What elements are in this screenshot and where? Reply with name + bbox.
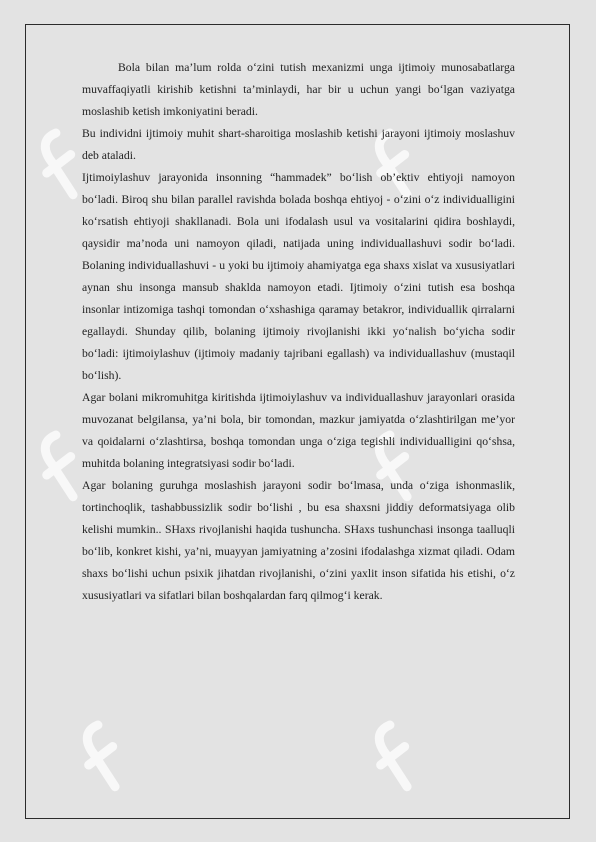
watermark-logo-icon (76, 715, 136, 795)
paragraph-4: Agar bolani mikromuhitga kiritishda ijtimoiylashuv va individuallashuv jarayonlari orasida muvozanat belgilansa, ya’ni bola, bir tomondan, mazkur jamiyatda o‘zlashtirilgan me’yor va qoidalarni o‘zlashtirsa, boshqa tomondan unga o‘ziga tegishli individualligini qo‘shsa, muhitda bolaning integratsiyasi sodir bo‘ladi. (82, 391, 515, 470)
paragraph-1: Bola bilan ma’lum rolda o‘zini tutish mexanizmi unga ijtimoiy munosabatlarga muvaffaqiyatli kirishib ketishni ta’minlaydi, har bir u uchun yangi bo‘lgan vaziyatga moslashib ketish imkoniyatini beradi. (82, 61, 515, 118)
page-frame (25, 24, 570, 819)
paragraph-5: Agar bolaning guruhga moslashish jarayoni sodir bo‘lmasa, unda o‘ziga ishonmaslik, tortinchoqlik, tashabbussizlik sodir bo‘lishi , bu esa shaxsni jiddiy deformatsiyaga olib kelishi mumkin.. SHaxs rivojlanishi haqida tushuncha. SHaxs tushunchasi insonga taalluqli bo‘lib, konkret kishi, ya’ni, muayyan jamiyatning a’zosini ifodalashga xizmat qiladi. Odam shaxs bo‘lishi uchun psixik jihatdan rivojlanishi, o‘zini yaxlit inson sifatida his etishi, o‘z xususiyatlari va sifatlari bilan boshqalardan farq qilmog‘i kerak. (82, 479, 515, 602)
paragraph-2: Bu individni ijtimoiy muhit shart-sharoitiga moslashib ketishi jarayoni ijtimoiy moslashuv deb ataladi. (82, 127, 515, 162)
watermark-logo-icon (368, 715, 428, 795)
paragraph-3: Ijtimoiylashuv jarayonida insonning “hammadek” bo‘lish ob’ektiv ehtiyoji namoyon bo‘ladi. Biroq shu bilan parallel ravishda bolada boshqa ehtiyoj - o‘zini o‘z individualligini ko‘rsatish ehtiyoji shakllanadi. Bola uni ifodalash usul va vositalarini qidira boshlaydi, qaysidir ma’noda uni namoyon qiladi, natijada uning individuallashuvi sodir bo‘ladi. Bolaning individuallashuvi - u yoki bu ijtimoiy ahamiyatga ega shaxs xislat va xususiyatlari aynan shu insonga mansub shaklda namoyon etadi. Ijtimoiy o‘zini tutish esa boshqa insonlar intizomiga tashqi tomondan o‘xshashiga qaramay betakror, individuallik qirralarni egallaydi. Shunday qilib, bolaning ijtimoiy rivojlanishi ikki yo‘nalish bo‘yicha sodir bo‘ladi: ijtimoiylashuv (ijtimoiy madaniy tajribani egallash) va individuallashuv (mustaqil bo‘lish). (82, 171, 515, 382)
document-body (82, 25, 515, 607)
